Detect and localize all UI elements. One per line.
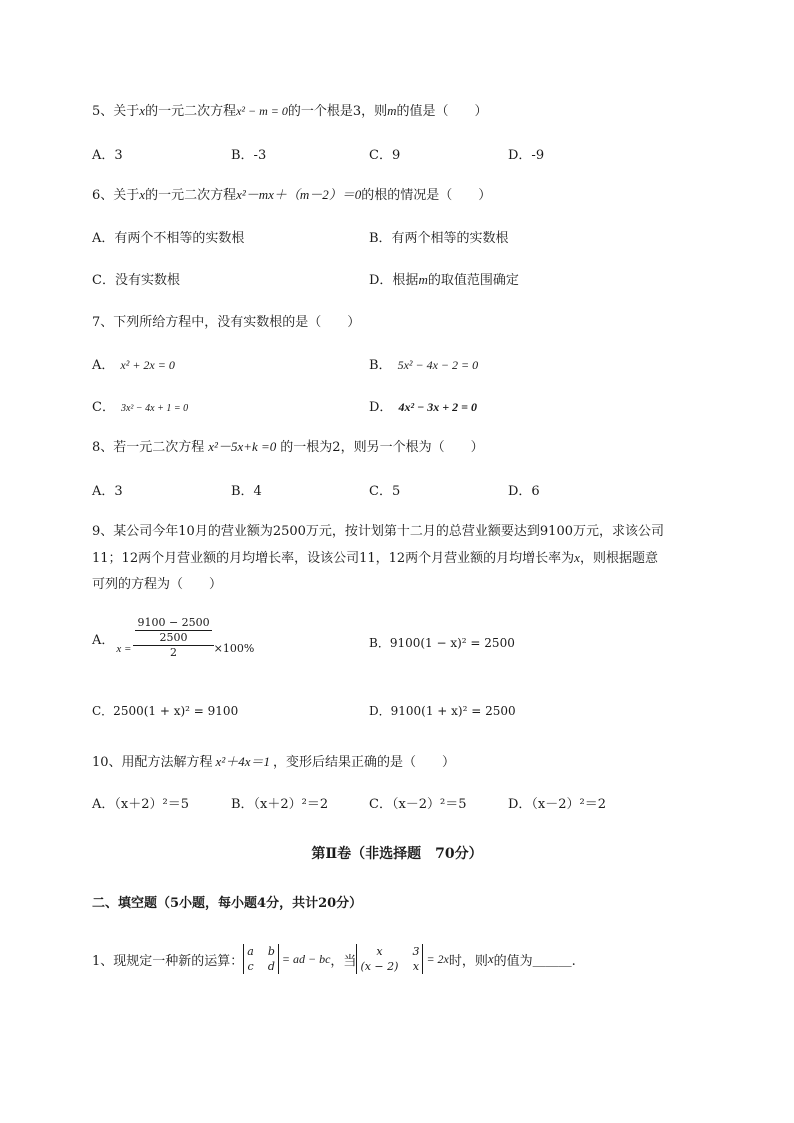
q7-option-d-eq: 4x² − 3x + 2 = 0 [398, 400, 477, 414]
q6-option-d-var: m [418, 272, 428, 287]
q7-option-c-label: C． [92, 400, 115, 415]
q7-option-a[interactable] [92, 354, 175, 373]
q6-var-x: x [139, 187, 146, 202]
question-9-line-1: 9、某公司今年10月的营业额为2500万元，按计划第十二月的总营业额要达到9100万元，求该公司 [92, 524, 664, 539]
q5-stem-d: 的值是（ ） [396, 104, 488, 119]
q8-stem-a: 8、若一元二次方程 [92, 440, 205, 455]
q8-option-a[interactable]: A．3 [92, 484, 123, 499]
q6-option-a[interactable]: A．有两个不相等的实数根 [92, 231, 245, 246]
q6-option-d[interactable] [369, 269, 519, 288]
q9-outer-denominator: 2 [170, 646, 178, 659]
question-9-line-3: 可列的方程为（ ） [92, 577, 223, 592]
q7-option-c[interactable] [92, 396, 188, 415]
q9-option-a-numerator [133, 616, 213, 646]
q10-stem-a: 10、用配方法解方程 [92, 755, 213, 770]
det2-b: 3 [412, 945, 420, 958]
q8-option-b[interactable]: B．4 [231, 484, 262, 499]
q10-option-a[interactable]: A．（x＋2）²＝5 [92, 797, 189, 812]
fill1-var-x: x [487, 951, 494, 966]
q6-equation: x²－mx＋（m－2）＝0 [236, 187, 362, 202]
q6-option-d-tail: 的取值范围确定 [427, 273, 519, 288]
q10-stem-b: ，变形后结果正确的是（ ） [273, 755, 456, 770]
q6-stem-a: 6、关于 [92, 188, 140, 203]
det1-d: d [267, 960, 275, 973]
q10-option-d[interactable]: D．（x－2）²＝2 [508, 797, 607, 812]
q9-option-a-label: A． [92, 632, 115, 648]
q10-equation: x²＋4x＝1 [215, 754, 270, 769]
fill1-det2-rhs: = 2x [426, 951, 449, 966]
fill1-stem-a: 1、现规定一种新的运算： [92, 953, 244, 969]
q9-option-b[interactable]: B．9100(1 − x)² = 2500 [369, 636, 515, 650]
fill1-det1-rhs: = ad − bc [281, 951, 331, 966]
q5-option-a[interactable]: A．3 [92, 148, 123, 163]
q5-option-d[interactable]: D．-9 [508, 148, 545, 163]
q6-stem-c: 的根的情况是（ ） [361, 188, 492, 203]
q5-stem-b: 的一元二次方程 [145, 104, 237, 119]
q5-var-x: x [139, 103, 146, 118]
q6-stem-b: 的一元二次方程 [145, 188, 237, 203]
q6-option-b[interactable]: B．有两个相等的实数根 [369, 231, 509, 246]
q5-equation: x² − m = 0 [236, 104, 288, 118]
question-5 [92, 100, 488, 119]
fill1-stem-b: ，当 [330, 953, 357, 969]
fill-question-1 [92, 944, 576, 974]
q9-option-a-lhs: x = [116, 643, 132, 655]
det2-d: x [412, 960, 420, 973]
q5-stem-c: 的一个根是3，则 [287, 104, 388, 119]
q9-option-d[interactable]: D．9100(1 + x)² = 2500 [369, 704, 516, 718]
q9-inner-numerator: 9100 − 2500 [137, 616, 210, 629]
q7-option-a-eq: x² + 2x = 0 [120, 358, 175, 372]
fill1-determinant-1 [243, 944, 279, 974]
q9-option-a-fraction [133, 616, 213, 660]
q5-stem-a: 5、关于 [92, 104, 140, 119]
q6-option-c[interactable]: C．没有实数根 [92, 273, 180, 288]
q8-stem-b: 的一根为2，则另一个根为（ ） [280, 440, 484, 455]
q7-option-a-label: A． [92, 358, 115, 373]
q5-option-b[interactable]: B．-3 [231, 148, 267, 163]
q7-option-b-label: B． [369, 358, 392, 373]
det2-c: (x − 2) [360, 960, 399, 973]
fill1-determinant-2 [356, 944, 423, 974]
q7-option-d[interactable] [369, 396, 477, 415]
q10-option-c[interactable]: C．（x－2）²＝5 [369, 797, 467, 812]
q8-option-d[interactable]: D．6 [508, 484, 540, 499]
q9-line2-a: 11；12两个月营业额的月均增长率，设该公司11，12两个月营业额的月均增长率为 [92, 551, 575, 566]
q9-inner-denominator: 2500 [159, 631, 188, 644]
q5-option-c[interactable]: C．9 [369, 148, 401, 163]
q9-option-a-inner-fraction [135, 616, 211, 645]
q7-option-b[interactable] [369, 354, 478, 373]
q9-option-c[interactable]: C．2500(1 + x)² = 9100 [92, 704, 239, 718]
q7-option-d-label: D． [369, 400, 393, 415]
question-9-line-2 [92, 547, 658, 566]
q6-option-d-text: D．根据 [369, 273, 419, 288]
q9-var-x: x [574, 550, 580, 565]
fill1-stem-c: 时，则 [448, 953, 488, 969]
fill1-stem-d[interactable]: 的值为＿＿＿. [493, 953, 576, 969]
question-7: 7、下列所给方程中，没有实数根的是（ ） [92, 315, 361, 330]
section-2-title: 第Ⅱ卷（非选择题 70分） [311, 846, 483, 862]
det2-a: x [376, 945, 383, 958]
q7-option-b-eq: 5x² − 4x − 2 = 0 [397, 358, 479, 372]
det1-a: a [247, 945, 254, 958]
question-6 [92, 184, 491, 203]
q9-option-a[interactable] [92, 616, 254, 660]
det1-b: b [267, 945, 275, 958]
q5-var-m: m [387, 103, 397, 118]
det1-c: c [247, 960, 254, 973]
q10-option-b[interactable]: B．（x＋2）²＝2 [231, 797, 329, 812]
fill-in-part-title: 二、填空题（5小题，每小题4分，共计20分） [92, 896, 363, 911]
question-10 [92, 751, 455, 770]
q8-equation: x²－5x+k =0 [208, 439, 277, 454]
q9-option-a-tail: ×100% [213, 641, 255, 655]
q9-line2-b: ，则根据题意 [579, 551, 658, 566]
q7-option-c-eq: 3x² − 4x + 1 = 0 [120, 403, 189, 414]
q8-option-c[interactable]: C．5 [369, 484, 401, 499]
question-8 [92, 436, 484, 455]
